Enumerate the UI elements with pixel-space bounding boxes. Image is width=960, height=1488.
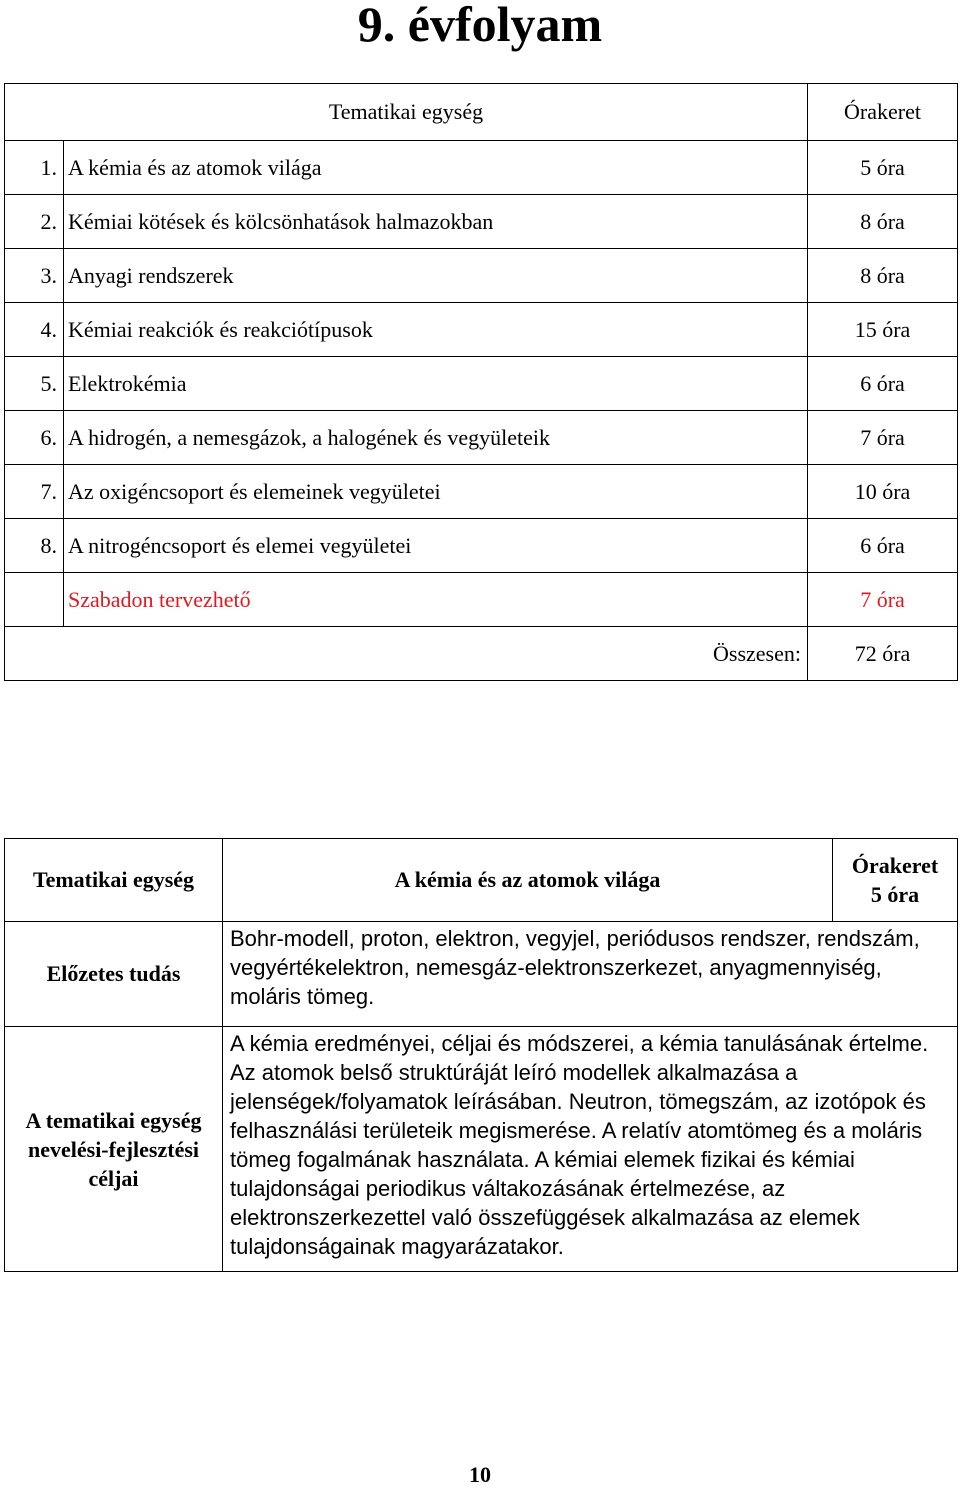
free-title: Szabadon tervezhető xyxy=(64,573,808,627)
prior-knowledge-row xyxy=(5,922,958,1027)
row-hours: 8 óra xyxy=(808,195,958,249)
unit-hours-cell xyxy=(833,839,958,922)
header-hours: Órakeret xyxy=(808,84,958,141)
row-hours: 7 óra xyxy=(808,411,958,465)
row-number: 2. xyxy=(5,195,64,249)
unit-label: Tematikai egység xyxy=(5,839,223,922)
row-hours: 6 óra xyxy=(808,357,958,411)
table-row xyxy=(5,195,958,249)
row-number: 7. xyxy=(5,465,64,519)
row-hours: 10 óra xyxy=(808,465,958,519)
page-number: 10 xyxy=(469,1462,491,1487)
table-row xyxy=(5,519,958,573)
row-title: Anyagi rendszerek xyxy=(64,249,808,303)
goals-label-line: A tematikai egység xyxy=(25,1107,202,1133)
row-number: 5. xyxy=(5,357,64,411)
row-number: 8. xyxy=(5,519,64,573)
goals-text: A kémia eredményei, céljai és módszerei, a kémia tanulásának értelme. Az atomok belső struktúráját leíró modellek alkalmazása a jelenségek/folyamatok leírásában. Neutron, tömegszám, az izotópok és felhasználási területeik megismerése. A relatív atomtömeg és a moláris tömeg fogalmának használata. A kémiai elemek fizikai és kémiai tulajdonságai periodikus váltakozásának értelmezése, az elektronszerkezettel való összefüggések alkalmazása az elemek tulajdonságainak magyarázatakor. xyxy=(223,1027,958,1272)
table-row xyxy=(5,141,958,195)
overview-table xyxy=(4,83,958,681)
unit-hours-label: Órakeret xyxy=(851,853,939,878)
row-hours: 8 óra xyxy=(808,249,958,303)
row-number: 1. xyxy=(5,141,64,195)
table-row xyxy=(5,357,958,411)
row-hours: 15 óra xyxy=(808,303,958,357)
prior-text: Bohr-modell, proton, elektron, vegyjel, periódusos rendszer, rendszám, vegyértékelektron, nemesgáz-elektronszerkezet, anyagmennyiség, moláris tömeg. xyxy=(223,922,958,1027)
unit-header-row xyxy=(5,839,958,922)
header-unit: Tematikai egység xyxy=(5,84,808,141)
row-hours: 6 óra xyxy=(808,519,958,573)
free-row xyxy=(5,573,958,627)
row-number: 6. xyxy=(5,411,64,465)
row-number: 4. xyxy=(5,303,64,357)
row-title: A hidrogén, a nemesgázok, a halogének és vegyületeik xyxy=(64,411,808,465)
row-title: A nitrogéncsoport és elemei vegyületei xyxy=(64,519,808,573)
row-title: A kémia és az atomok világa xyxy=(64,141,808,195)
unit-table xyxy=(4,838,958,1272)
free-hours: 7 óra xyxy=(808,573,958,627)
goals-label-line: nevelési-fejlesztési xyxy=(27,1136,200,1162)
free-number xyxy=(5,573,64,627)
page-title: 9. évfolyam xyxy=(357,0,603,52)
prior-label: Előzetes tudás xyxy=(5,922,223,1027)
row-title: Elektrokémia xyxy=(64,357,808,411)
goals-label-line: céljai xyxy=(88,1165,139,1191)
unit-title: A kémia és az atomok világa xyxy=(223,839,833,922)
goals-row xyxy=(5,1027,958,1272)
row-number: 3. xyxy=(5,249,64,303)
unit-hours-value: 5 óra xyxy=(870,882,920,907)
total-label: Összesen: xyxy=(5,627,808,681)
row-title: Az oxigéncsoport és elemeinek vegyületei xyxy=(64,465,808,519)
table-row xyxy=(5,303,958,357)
row-title: Kémiai kötések és kölcsönhatások halmazokban xyxy=(64,195,808,249)
table-row xyxy=(5,249,958,303)
row-title: Kémiai reakciók és reakciótípusok xyxy=(64,303,808,357)
table-row xyxy=(5,411,958,465)
row-hours: 5 óra xyxy=(808,141,958,195)
table-row xyxy=(5,465,958,519)
goals-label xyxy=(5,1027,223,1272)
overview-header-row xyxy=(5,84,958,141)
total-row xyxy=(5,627,958,681)
total-hours: 72 óra xyxy=(808,627,958,681)
